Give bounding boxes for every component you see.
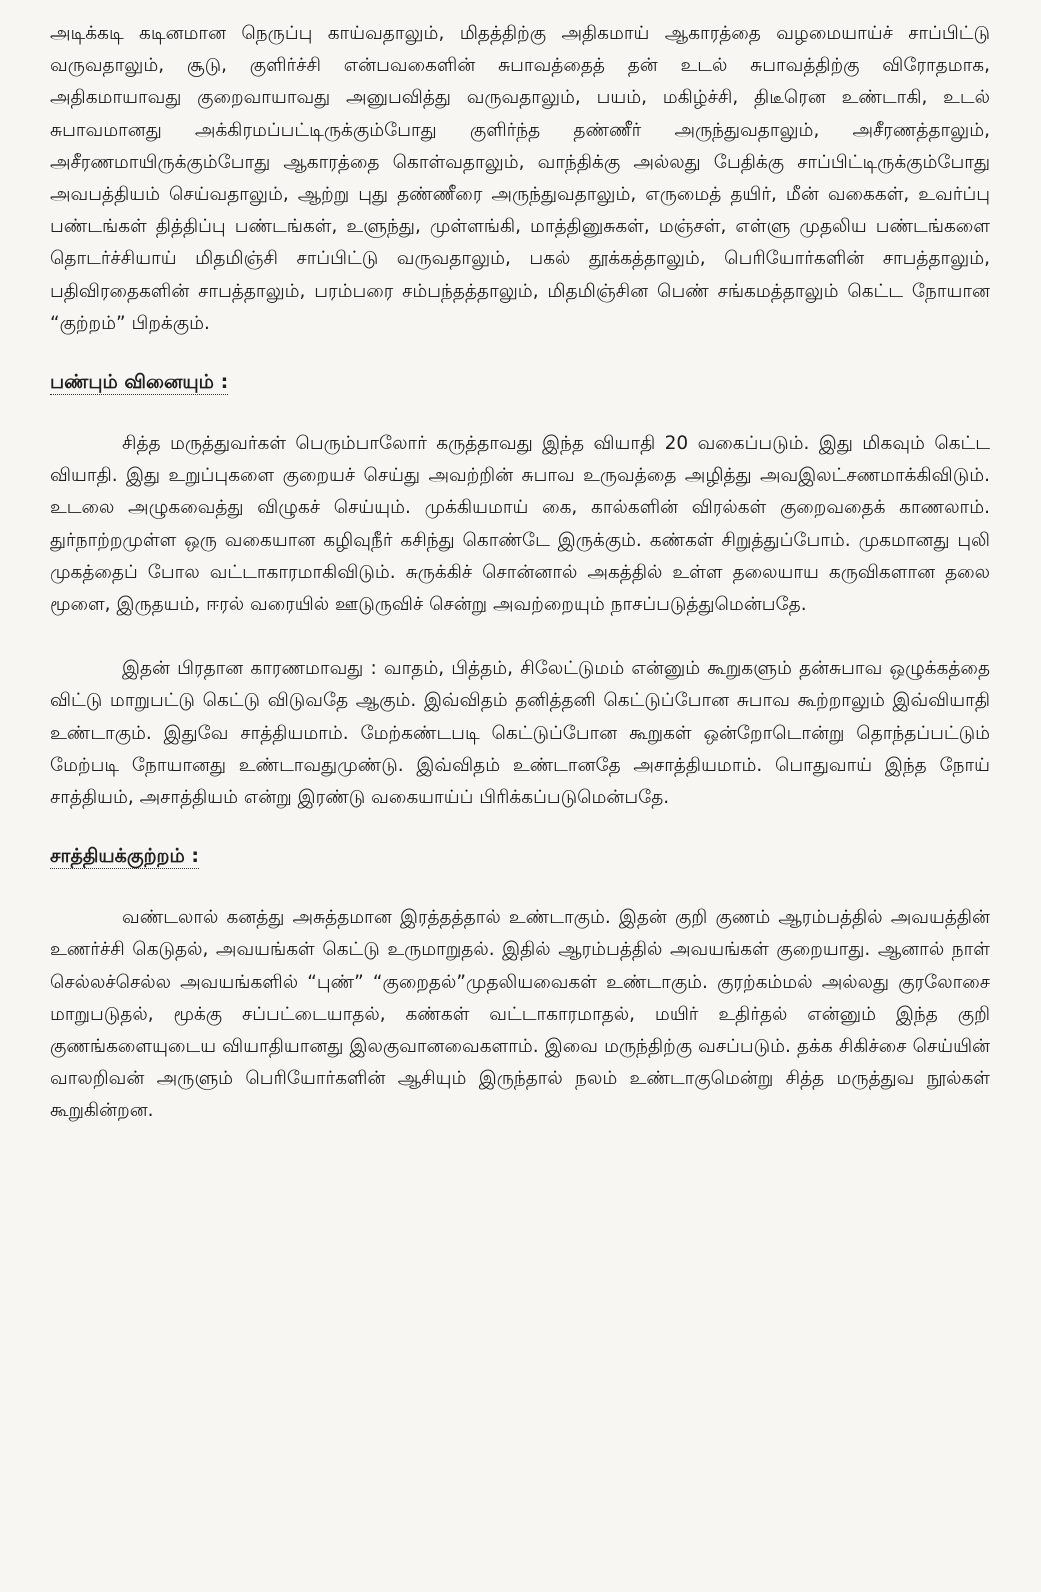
section-heading-curable bbox=[50, 840, 990, 872]
cause-paragraph: இதன் பிரதான காரணமாவது : வாதம், பித்தம், சிலேட்டுமம் என்னும் கூறுகளும் தன்சுபாவ ஒழுக்கத்தை விட்டு மாறுபட்டு கெட்டு விடுவதே ஆகும். இவ்விதம் தனித்தனி கெட்டுப்போன சுபாவ கூற்றாலும் இவ்வியாதி உண்டாகும். இதுவே சாத்தியமாம். மேற்கண்டபடி கெட்டுப்போன கூறுகள் ஒன்றோடொன்று தொந்தப்பட்டும் மேற்படி நோயானது உண்டாவதுமுண்டு. இவ்விதம் உண்டானதே அசாத்தியமாம். பொதுவாய் இந்த நோய் சாத்தியம், அசாத்தியம் என்று இரண்டு வகையாய்ப் பிரிக்கப்படுமென்பதே. bbox=[50, 658, 990, 809]
document-body bbox=[50, 18, 990, 1128]
section-heading-nature bbox=[50, 366, 990, 398]
section-heading-curable-text: சாத்தியக்குற்றம் : bbox=[50, 845, 199, 868]
intro-paragraph: அடிக்கடி கடினமான நெருப்பு காய்வதாலும், மிதத்திற்கு அதிகமாய் ஆகாரத்தை வழமையாய்ச் சாப்பிட்டு வருவதாலும், சூடு, குளிர்ச்சி என்பவகைளின் சுபாவத்தைத் தன் உடல் சுபாவத்திற்கு விரோதமாக, அதிகமாயாவது குறைவாயாவது அனுபவித்து வருவதாலும், பயம், மகிழ்ச்சி, திடீரென உண்டாகி, உடல் சுபாவமானது அக்கிரமப்பட்டிருக்கும்போது குளிர்ந்த தண்ணீர் அருந்துவதாலும், அசீரணத்தாலும், அசீரணமாயிருக்கும்போது ஆகாரத்தை கொள்வதாலும், வாந்திக்கு அல்லது பேதிக்கு சாப்பிட்டிருக்கும்போது அவபத்தியம் செய்வதாலும், ஆற்று புது தண்ணீரை அருந்துவதாலும், எருமைத் தயிர், மீன் வகைகள், உவர்ப்பு பண்டங்கள் தித்திப்பு பண்டங்கள், உளுந்து, முள்ளங்கி, மாத்தினுசுகள், மஞ்சள், எள்ளு முதலிய பண்டங்களை தொடர்ச்சியாய் மிதமிஞ்சி சாப்பிட்டு வருவதாலும், பகல் தூக்கத்தாலும், பெரியோர்களின் சாபத்தாலும், பதிவிரதைகளின் சாபத்தாலும், பரம்பரை சம்பந்தத்தாலும், மிதமிஞ்சின பெண் சங்கமத்தாலும் கெட்ட நோயான “குற்றம்” பிறக்கும். bbox=[50, 23, 990, 334]
curable-paragraph: வண்டலால் கனத்து அசுத்தமான இரத்தத்தால் உண்டாகும். இதன் குறி குணம் ஆரம்பத்தில் அவயத்தின் உணர்ச்சி கெடுதல், அவயங்கள் கெட்டு உருமாறுதல். இதில் ஆரம்பத்தில் அவயங்கள் குறையாது. ஆனால் நாள் செல்லச்செல்ல அவயங்களில் “புண்” “குறைதல்”முதலியவைகள் உண்டாகும். குரற்கம்மல் அல்லது குரலோசை மாறுபடுதல், மூக்கு சப்பட்டையாதல், கண்கள் வட்டாகாரமாதல், மயிர் உதிர்தல் என்னும் இந்த குறி குணங்களையுடைய வியாதியானது இலகுவானவைகளாம். இவை மருந்திற்கு வசப்படும். தக்க சிகிச்சை செய்யின் வாலறிவன் அருளும் பெரியோர்களின் ஆசியும் இருந்தால் நலம் உண்டாகுமென்று சித்த மருத்துவ நூல்கள் கூறுகின்றன. bbox=[50, 907, 990, 1122]
section-heading-nature-text: பண்பும் வினையும் : bbox=[50, 371, 229, 394]
nature-paragraph: சித்த மருத்துவர்கள் பெரும்பாலோர் கருத்தாவது இந்த வியாதி 20 வகைப்படும். இது மிகவும் கெட்ட வியாதி. இது உறுப்புகளை குறையச் செய்து அவற்றின் சுபாவ உருவத்தை அழித்து அவஇலட்சணமாக்கிவிடும். உடலை அழுகவைத்து விழுகச் செய்யும். முக்கியமாய் கை, கால்களின் விரல்கள் குறைவதைக் காணலாம். துர்நாற்றமுள்ள ஒரு வகையான கழிவுநீர் கசிந்து கொண்டே இருக்கும். கண்கள் சிறுத்துப்போம். முகமானது புலி முகத்தைப் போல வட்டாகாரமாகிவிடும். சுருக்கிச் சொன்னால் அகத்தில் உள்ள தலையாய கருவிகளான தலை மூளை, இருதயம், ஈரல் வரையில் ஊடுருவிச் சென்று அவற்றையும் நாசப்படுத்துமென்பதே. bbox=[50, 433, 990, 616]
